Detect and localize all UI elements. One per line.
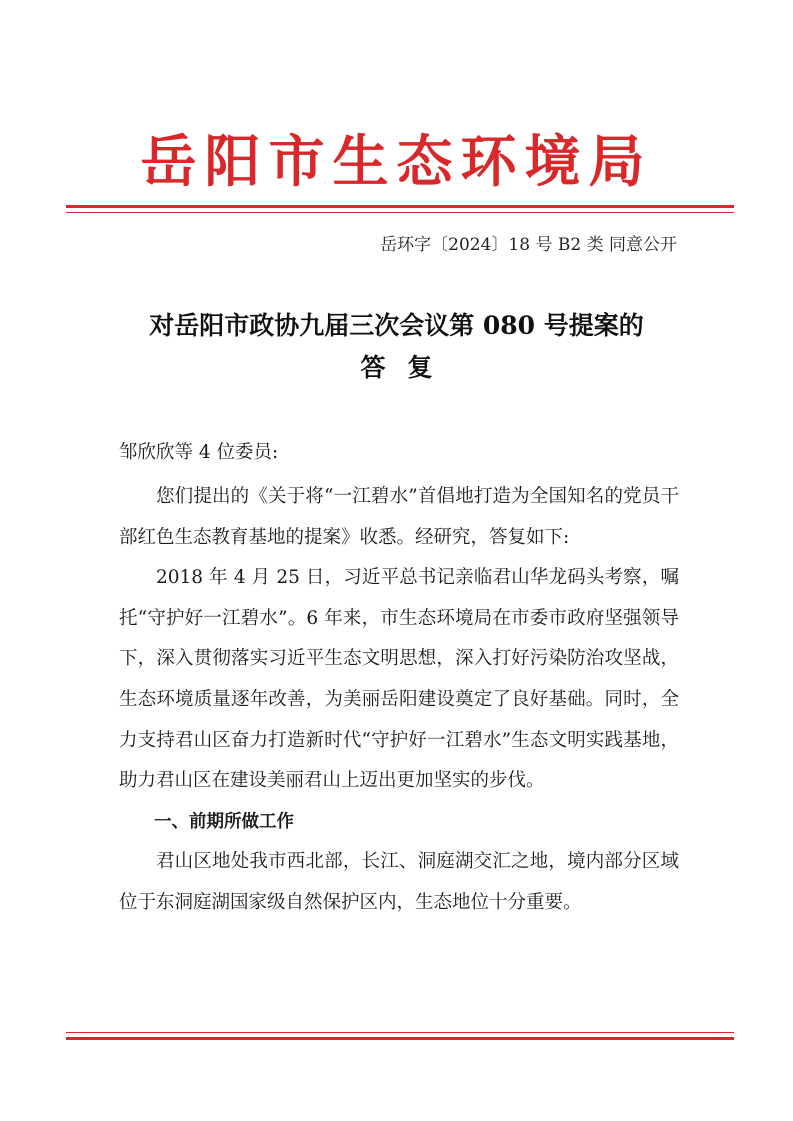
document-title-line-2: 答复 bbox=[360, 353, 455, 382]
letterhead-agency-name: 岳阳市生态环境局 bbox=[140, 130, 653, 195]
document-title-line-1: 对岳阳市政协九届三次会议第 080 号提案的 bbox=[149, 311, 644, 340]
document-body bbox=[119, 477, 679, 924]
document-number: 岳环字〔2024〕18 号 B2 类 同意公开 bbox=[380, 235, 677, 255]
body-paragraph: 君山区地处我市西北部，长江、洞庭湖交汇之地，境内部分区域位于东洞庭湖国家级自然保护区内，生态地位十分重要。 bbox=[119, 851, 679, 913]
body-paragraph: 2018 年 4 月 25 日，习近平总书记亲临君山华龙码头考察，嘱托“守护好一江碧水”。6 年来，市生态环境局在市委市政府坚强领导下，深入贯彻落实习近平生态文明思想，深入打好污染防治攻坚战，生态环境质量逐年改善，为美丽岳阳建设奠定了良好基础。同时，全力支持君山区奋力打造新时代“守护好一江碧水”生态文明实践基地，助力君山区在建设美丽君山上迈出更加坚实的步伐。 bbox=[119, 567, 679, 792]
section-heading: 一、前期所做工作 bbox=[154, 811, 294, 832]
footer-divider-thin bbox=[66, 1032, 734, 1033]
letterhead-divider-thin bbox=[66, 212, 734, 213]
letterhead-divider-thick bbox=[66, 205, 734, 208]
salutation: 邹欣欣等 4 位委员: bbox=[119, 442, 279, 463]
footer-divider-thick bbox=[66, 1037, 734, 1040]
body-paragraph: 您们提出的《关于将“一江碧水”首倡地打造为全国知名的党员干部红色生态教育基地的提案》收悉。经研究，答复如下: bbox=[119, 486, 679, 548]
